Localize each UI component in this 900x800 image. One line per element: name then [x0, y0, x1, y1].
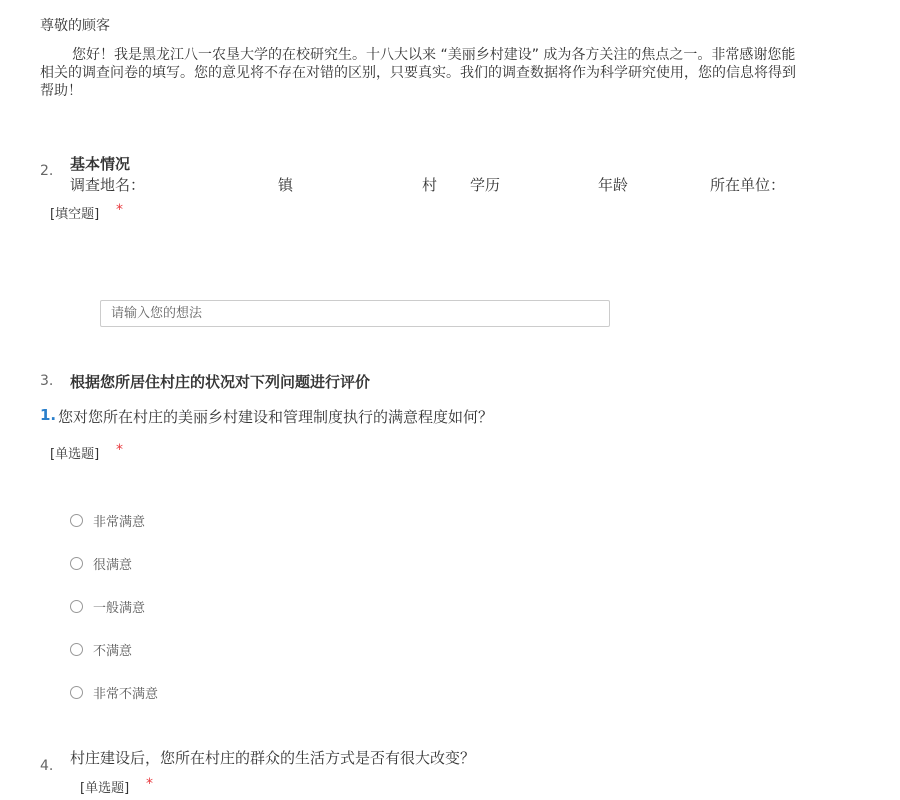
- q2-field-workplace: 所在单位：: [710, 176, 786, 194]
- q4-number: 4.: [40, 758, 54, 774]
- radio-button[interactable]: [70, 514, 83, 527]
- q3-sub1-option[interactable]: [70, 596, 145, 616]
- q2-answer-input[interactable]: [100, 300, 610, 327]
- greeting-text: 尊敬的顾客: [40, 18, 110, 34]
- q4-required-mark: *: [146, 776, 153, 792]
- q2-field-education: 学历: [470, 176, 501, 194]
- q3-sub1-option[interactable]: [70, 682, 158, 702]
- option-label: 一般满意: [93, 600, 146, 616]
- q3-sub1-option[interactable]: [70, 639, 132, 659]
- q3-sub1-type-tag: [单选题]: [50, 447, 100, 462]
- option-label: 非常满意: [93, 514, 146, 530]
- q2-type-tag: [填空题]: [50, 207, 100, 222]
- q3-sub1-option[interactable]: [70, 510, 145, 530]
- q3-sub1-required-mark: *: [116, 442, 123, 458]
- q2-field-village: 村: [422, 176, 438, 194]
- radio-button[interactable]: [70, 557, 83, 570]
- intro-line-2: 相关的调查问卷的填写。您的意见将不存在对错的区别，只要真实。我们的调查数据将作为科学研究使用，您的信息将得到: [40, 65, 796, 81]
- q2-required-mark: *: [116, 202, 123, 218]
- radio-button[interactable]: [70, 686, 83, 699]
- q2-field-location: 调查地名：: [70, 176, 146, 194]
- intro-line-1: 您好！我是黑龙江八一农垦大学的在校研究生。十八大以来 “美丽乡村建设” 成为各方关注的焦点之一。非常感谢您能: [72, 47, 796, 63]
- radio-button[interactable]: [70, 600, 83, 613]
- q4-type-tag: [单选题]: [80, 781, 130, 796]
- q3-sub1-number: 1.: [40, 406, 57, 424]
- q3-sub1-option[interactable]: [70, 553, 132, 573]
- option-label: 非常不满意: [93, 686, 159, 702]
- radio-button[interactable]: [70, 643, 83, 656]
- q4-title: 村庄建设后，您所在村庄的群众的生活方式是否有很大改变？: [70, 749, 476, 767]
- option-label: 很满意: [93, 557, 133, 573]
- q2-field-age: 年龄: [598, 176, 629, 194]
- option-label: 不满意: [93, 643, 133, 659]
- intro-line-3: 帮助！: [40, 83, 82, 99]
- q2-field-town: 镇: [278, 176, 294, 194]
- q3-sub1-text: 您对您所在村庄的美丽乡村建设和管理制度执行的满意程度如何？: [58, 408, 494, 426]
- intro-paragraph: [40, 46, 900, 100]
- q2-number: 2.: [40, 163, 54, 179]
- q2-title: 基本情况: [70, 155, 131, 173]
- q3-title: 根据您所居住村庄的状况对下列问题进行评价: [70, 373, 371, 391]
- q3-number: 3.: [40, 373, 54, 389]
